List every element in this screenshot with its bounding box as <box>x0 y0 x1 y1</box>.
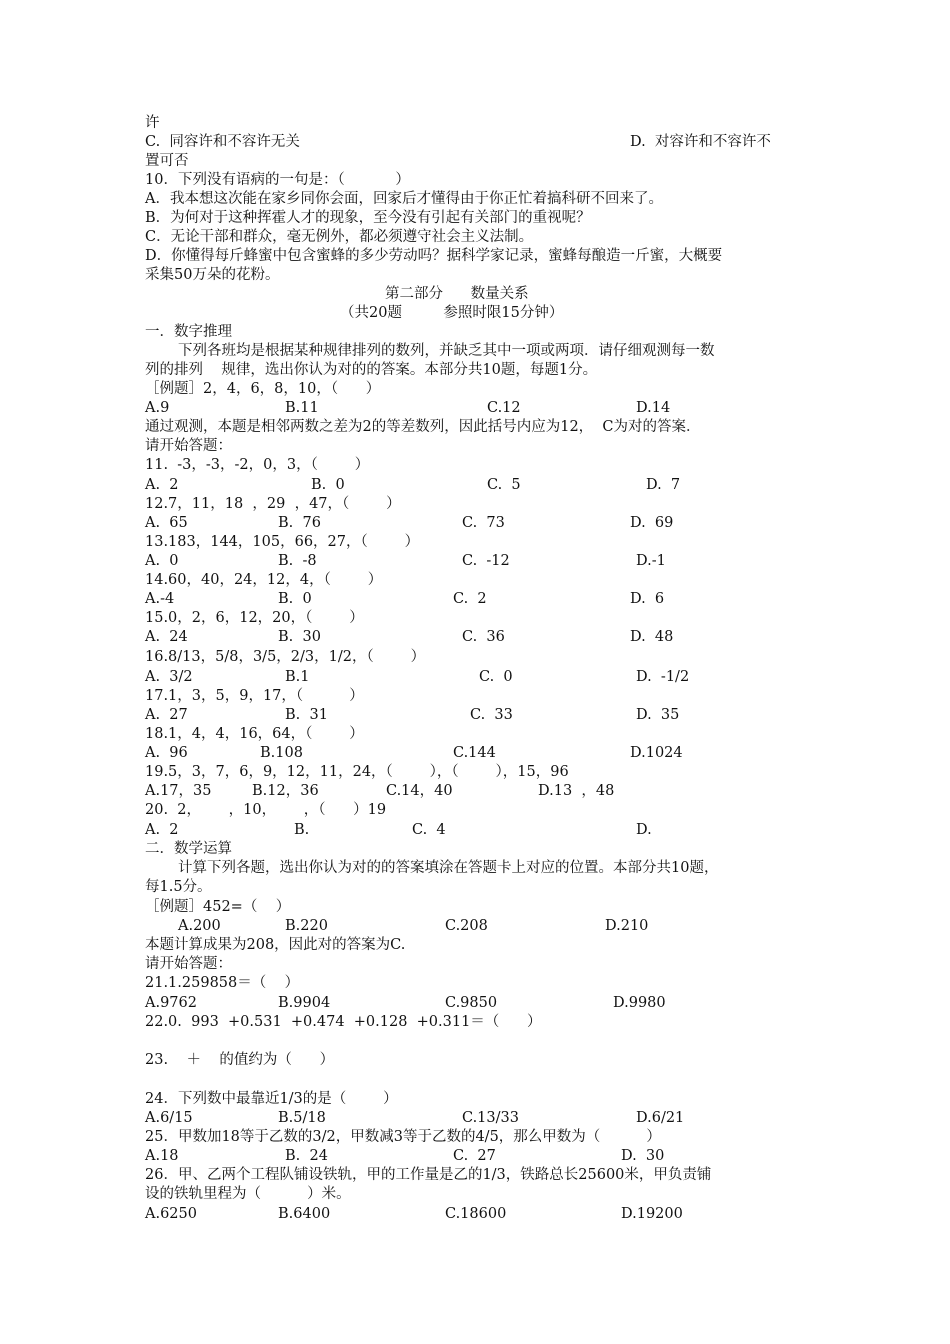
text-line: A. 3/2 <box>145 669 193 685</box>
text-line: 12.7，11，18 ，29 ，47，（ ） <box>145 496 401 512</box>
text-line: A. 24 <box>145 629 188 645</box>
text-line: 每1.5分。 <box>145 879 212 895</box>
text-line: C.208 <box>445 918 488 934</box>
text-line: 设的铁轨里程为（ ）米。 <box>145 1186 351 1202</box>
text-line: D. 48 <box>630 629 674 645</box>
text-line: 一．数字推理 <box>145 324 232 340</box>
text-line: 请开始答题： <box>145 956 232 972</box>
text-line: B.12，36 <box>252 783 319 799</box>
text-line: 请开始答题： <box>145 438 232 454</box>
text-line: D．你懂得每斤蜂蜜中包含蜜蜂的多少劳动吗？据科学家记录，蜜蜂每酿造一斤蜜，大概要 <box>145 248 723 264</box>
text-line: C.13/33 <box>462 1110 519 1126</box>
text-line: D.210 <box>605 918 649 934</box>
text-line: A. 27 <box>145 707 188 723</box>
text-line: 第二部分 数量关系 <box>385 286 529 302</box>
text-line: 采集50万朵的花粉。 <box>145 267 280 283</box>
text-line: ［例题］2，4，6，8，10，（ ） <box>145 381 381 397</box>
text-line: B. 0 <box>311 477 345 493</box>
text-line: D.1024 <box>630 745 683 761</box>
text-line: D.-1 <box>636 553 666 569</box>
text-line: D.9980 <box>613 995 666 1011</box>
text-line: A.6250 <box>145 1206 197 1222</box>
text-line: B.220 <box>285 918 328 934</box>
text-line: D. 6 <box>630 591 665 607</box>
text-line: 11. -3，-3，-2，0，3，（ ） <box>145 457 370 473</box>
text-line: B. 76 <box>278 515 321 531</box>
text-line: （共20题 参照时限15分钟） <box>340 305 564 321</box>
text-line: B. 24 <box>285 1148 328 1164</box>
text-line: B.6400 <box>278 1206 331 1222</box>
text-line: 23. ＋ 的值约为（ ） <box>145 1052 335 1068</box>
text-line: C. 同容许和不容许无关 <box>145 134 300 150</box>
text-line: D. -1/2 <box>636 669 690 685</box>
text-line: B. -8 <box>278 553 317 569</box>
text-line: 18.1，4，4，16，64，（ ） <box>145 726 364 742</box>
text-line: B. <box>294 822 310 838</box>
text-line: D. 35 <box>636 707 680 723</box>
text-line: C. 4 <box>412 822 446 838</box>
text-line: D.19200 <box>621 1206 683 1222</box>
text-line: B.9904 <box>278 995 331 1011</box>
text-line: D. 7 <box>646 477 681 493</box>
text-line: C.12 <box>487 400 521 416</box>
text-line: A. 0 <box>145 553 179 569</box>
text-line: D. 69 <box>630 515 674 531</box>
text-line: 二．数学运算 <box>145 841 232 857</box>
text-line: D. <box>636 822 652 838</box>
text-line: D.6/21 <box>636 1110 685 1126</box>
text-line: 15.0，2，6，12，20，（ ） <box>145 610 364 626</box>
text-line: A. 96 <box>145 745 188 761</box>
text-line: 通过观测，本题是相邻两数之差为2的等差数列，因此括号内应为12， C为对的答案． <box>145 419 701 435</box>
text-line: B.108 <box>260 745 303 761</box>
text-line: C. 27 <box>453 1148 496 1164</box>
text-line: D. 30 <box>621 1148 665 1164</box>
text-line: C. 33 <box>470 707 513 723</box>
text-line: A.9 <box>145 400 170 416</box>
text-line: B. 30 <box>278 629 321 645</box>
text-line: 置可否 <box>145 153 189 169</box>
text-line: 22.0. 993 +0.531 +0.474 +0.128 +0.311＝（ ） <box>145 1014 542 1030</box>
text-line: 16.8/13，5/8，3/5，2/3，1/2，（ ） <box>145 649 426 665</box>
text-line: C.144 <box>453 745 496 761</box>
text-line: C. 73 <box>462 515 505 531</box>
text-line: C.14，40 <box>386 783 453 799</box>
text-line: C. 36 <box>462 629 505 645</box>
text-line: B．为何对于这种挥霍人才的现象，至今没有引起有关部门的重视呢？ <box>145 210 591 226</box>
text-line: A．我本想这次能在家乡同你会面，回家后才懂得由于你正忙着搞科研不回来了。 <box>145 191 663 207</box>
text-line: A.9762 <box>145 995 197 1011</box>
text-line: 19.5，3，7，6，9，12，11，24，（ ），（ ），15，96 <box>145 764 569 780</box>
text-line: A.-4 <box>145 591 175 607</box>
text-line: C. 2 <box>453 591 487 607</box>
text-line: D. 对容许和不容许不 <box>630 134 771 150</box>
text-line: C．无论干部和群众，毫无例外，都必须遵守社会主义法制。 <box>145 229 534 245</box>
text-line: D.14 <box>636 400 671 416</box>
text-line: B. 0 <box>278 591 312 607</box>
text-line: 本题计算成果为208，因此对的答案为C. <box>145 937 406 953</box>
text-line: 24．下列数中最靠近1/3的是（ ） <box>145 1091 398 1107</box>
text-line: 21.1.259858＝（ ） <box>145 975 300 991</box>
text-line: 25．甲数加18等于乙数的3/2，甲数减3等于乙数的4/5，那么甲数为（ ） <box>145 1129 661 1145</box>
text-line: B.11 <box>285 400 319 416</box>
text-line: 17.1，3，5，9，17，（ ） <box>145 688 364 704</box>
text-line: C.9850 <box>445 995 498 1011</box>
text-line: A.6/15 <box>145 1110 193 1126</box>
text-line: 下列各班均是根据某种规律排列的数列，并缺乏其中一项或两项．请仔细观测每一数 <box>178 343 715 359</box>
text-line: 14.60，40，24，12，4，（ ） <box>145 572 383 588</box>
text-line: C. 5 <box>487 477 521 493</box>
text-line: A. 65 <box>145 515 188 531</box>
text-line: 列的排列 规律，选出你认为对的的答案。本部分共10题，每题1分。 <box>145 362 598 378</box>
text-line: A.18 <box>145 1148 179 1164</box>
text-line: 26．甲、乙两个工程队铺设铁轨，甲的工作量是乙的1/3，铁路总长25600米，甲负责铺 <box>145 1167 712 1183</box>
text-line: C. 0 <box>479 669 513 685</box>
text-line: A.200 <box>178 918 221 934</box>
text-line: A.17，35 <box>145 783 212 799</box>
text-line: ［例题］452=（ ） <box>145 899 291 915</box>
text-line: 计算下列各题，选出你认为对的的答案填涂在答题卡上对应的位置。本部分共10题， <box>178 860 719 876</box>
text-line: B. 31 <box>285 707 328 723</box>
text-line: 10．下列没有语病的一句是：（ ） <box>145 172 410 188</box>
text-line: 许 <box>145 115 160 131</box>
text-line: A. 2 <box>145 477 179 493</box>
text-line: C.18600 <box>445 1206 507 1222</box>
text-line: D.13 ，48 <box>538 783 615 799</box>
text-line: B.1 <box>285 669 310 685</box>
text-line: 13.183，144，105，66，27，（ ） <box>145 534 420 550</box>
text-line: A. 2 <box>145 822 179 838</box>
text-line: B.5/18 <box>278 1110 326 1126</box>
text-line: 20. 2， ，10， ，（ ）19 <box>145 802 387 818</box>
text-line: C. -12 <box>462 553 510 569</box>
